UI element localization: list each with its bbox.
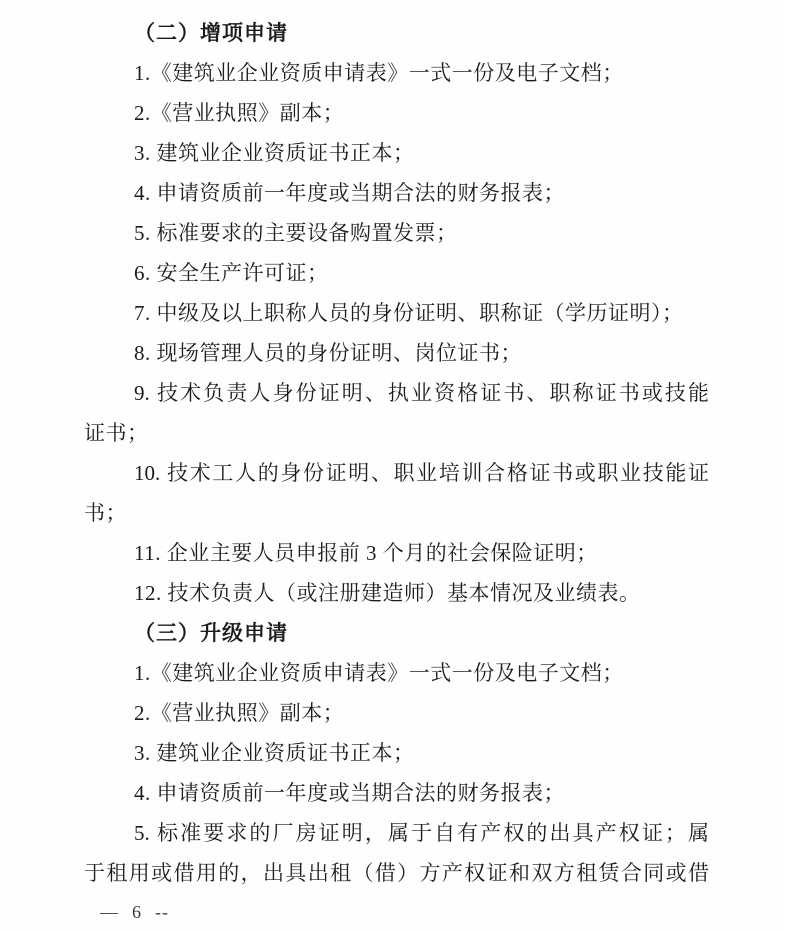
list-item: 11. 企业主要人员申报前 3 个月的社会保险证明； — [134, 541, 598, 565]
list-item: 10. 技术工人的身份证明、职业培训合格证书或职业技能证 — [134, 461, 709, 485]
list-item: 5. 标准要求的厂房证明，属于自有产权的出具产权证；属 — [134, 821, 709, 845]
list-item: 4. 申请资质前一年度或当期合法的财务报表； — [134, 781, 565, 805]
section-heading-3: （三）升级申请 — [134, 621, 288, 645]
list-item-continuation: 书； — [84, 501, 127, 525]
page-footer — [84, 897, 709, 927]
list-item: 4. 申请资质前一年度或当期合法的财务报表； — [134, 181, 565, 205]
list-item: 3. 建筑业企业资质证书正本； — [134, 741, 415, 765]
list-item: 7. 中级及以上职称人员的身份证明、职称证（学历证明）； — [134, 301, 684, 325]
list-item: 3. 建筑业企业资质证书正本； — [134, 141, 415, 165]
list-item: 6. 安全生产许可证； — [134, 261, 329, 285]
list-item-continuation: 于租用或借用的，出具出租（借）方产权证和双方租赁合同或借 — [84, 861, 709, 885]
list-item: 5. 标准要求的主要设备购置发票； — [134, 221, 458, 245]
list-item-continuation: 证书； — [84, 421, 149, 445]
list-item: 1.《建筑业企业资质申请表》一式一份及电子文档； — [134, 661, 624, 685]
list-item: 9. 技术负责人身份证明、执业资格证书、职称证书或技能 — [134, 381, 709, 405]
list-item: 1.《建筑业企业资质申请表》一式一份及电子文档； — [134, 61, 624, 85]
footer-dash-left: — — [100, 902, 119, 922]
list-item: 12. 技术负责人（或注册建造师）基本情况及业绩表。 — [134, 581, 641, 605]
list-item: 2.《营业执照》副本； — [134, 701, 345, 725]
list-item: 2.《营业执照》副本； — [134, 101, 345, 125]
section-heading-2: （二）增项申请 — [134, 21, 288, 45]
list-item: 8. 现场管理人员的身份证明、岗位证书； — [134, 341, 522, 365]
footer-dash-right: -- — [155, 902, 169, 922]
footer-page-number: 6 — [132, 902, 142, 922]
